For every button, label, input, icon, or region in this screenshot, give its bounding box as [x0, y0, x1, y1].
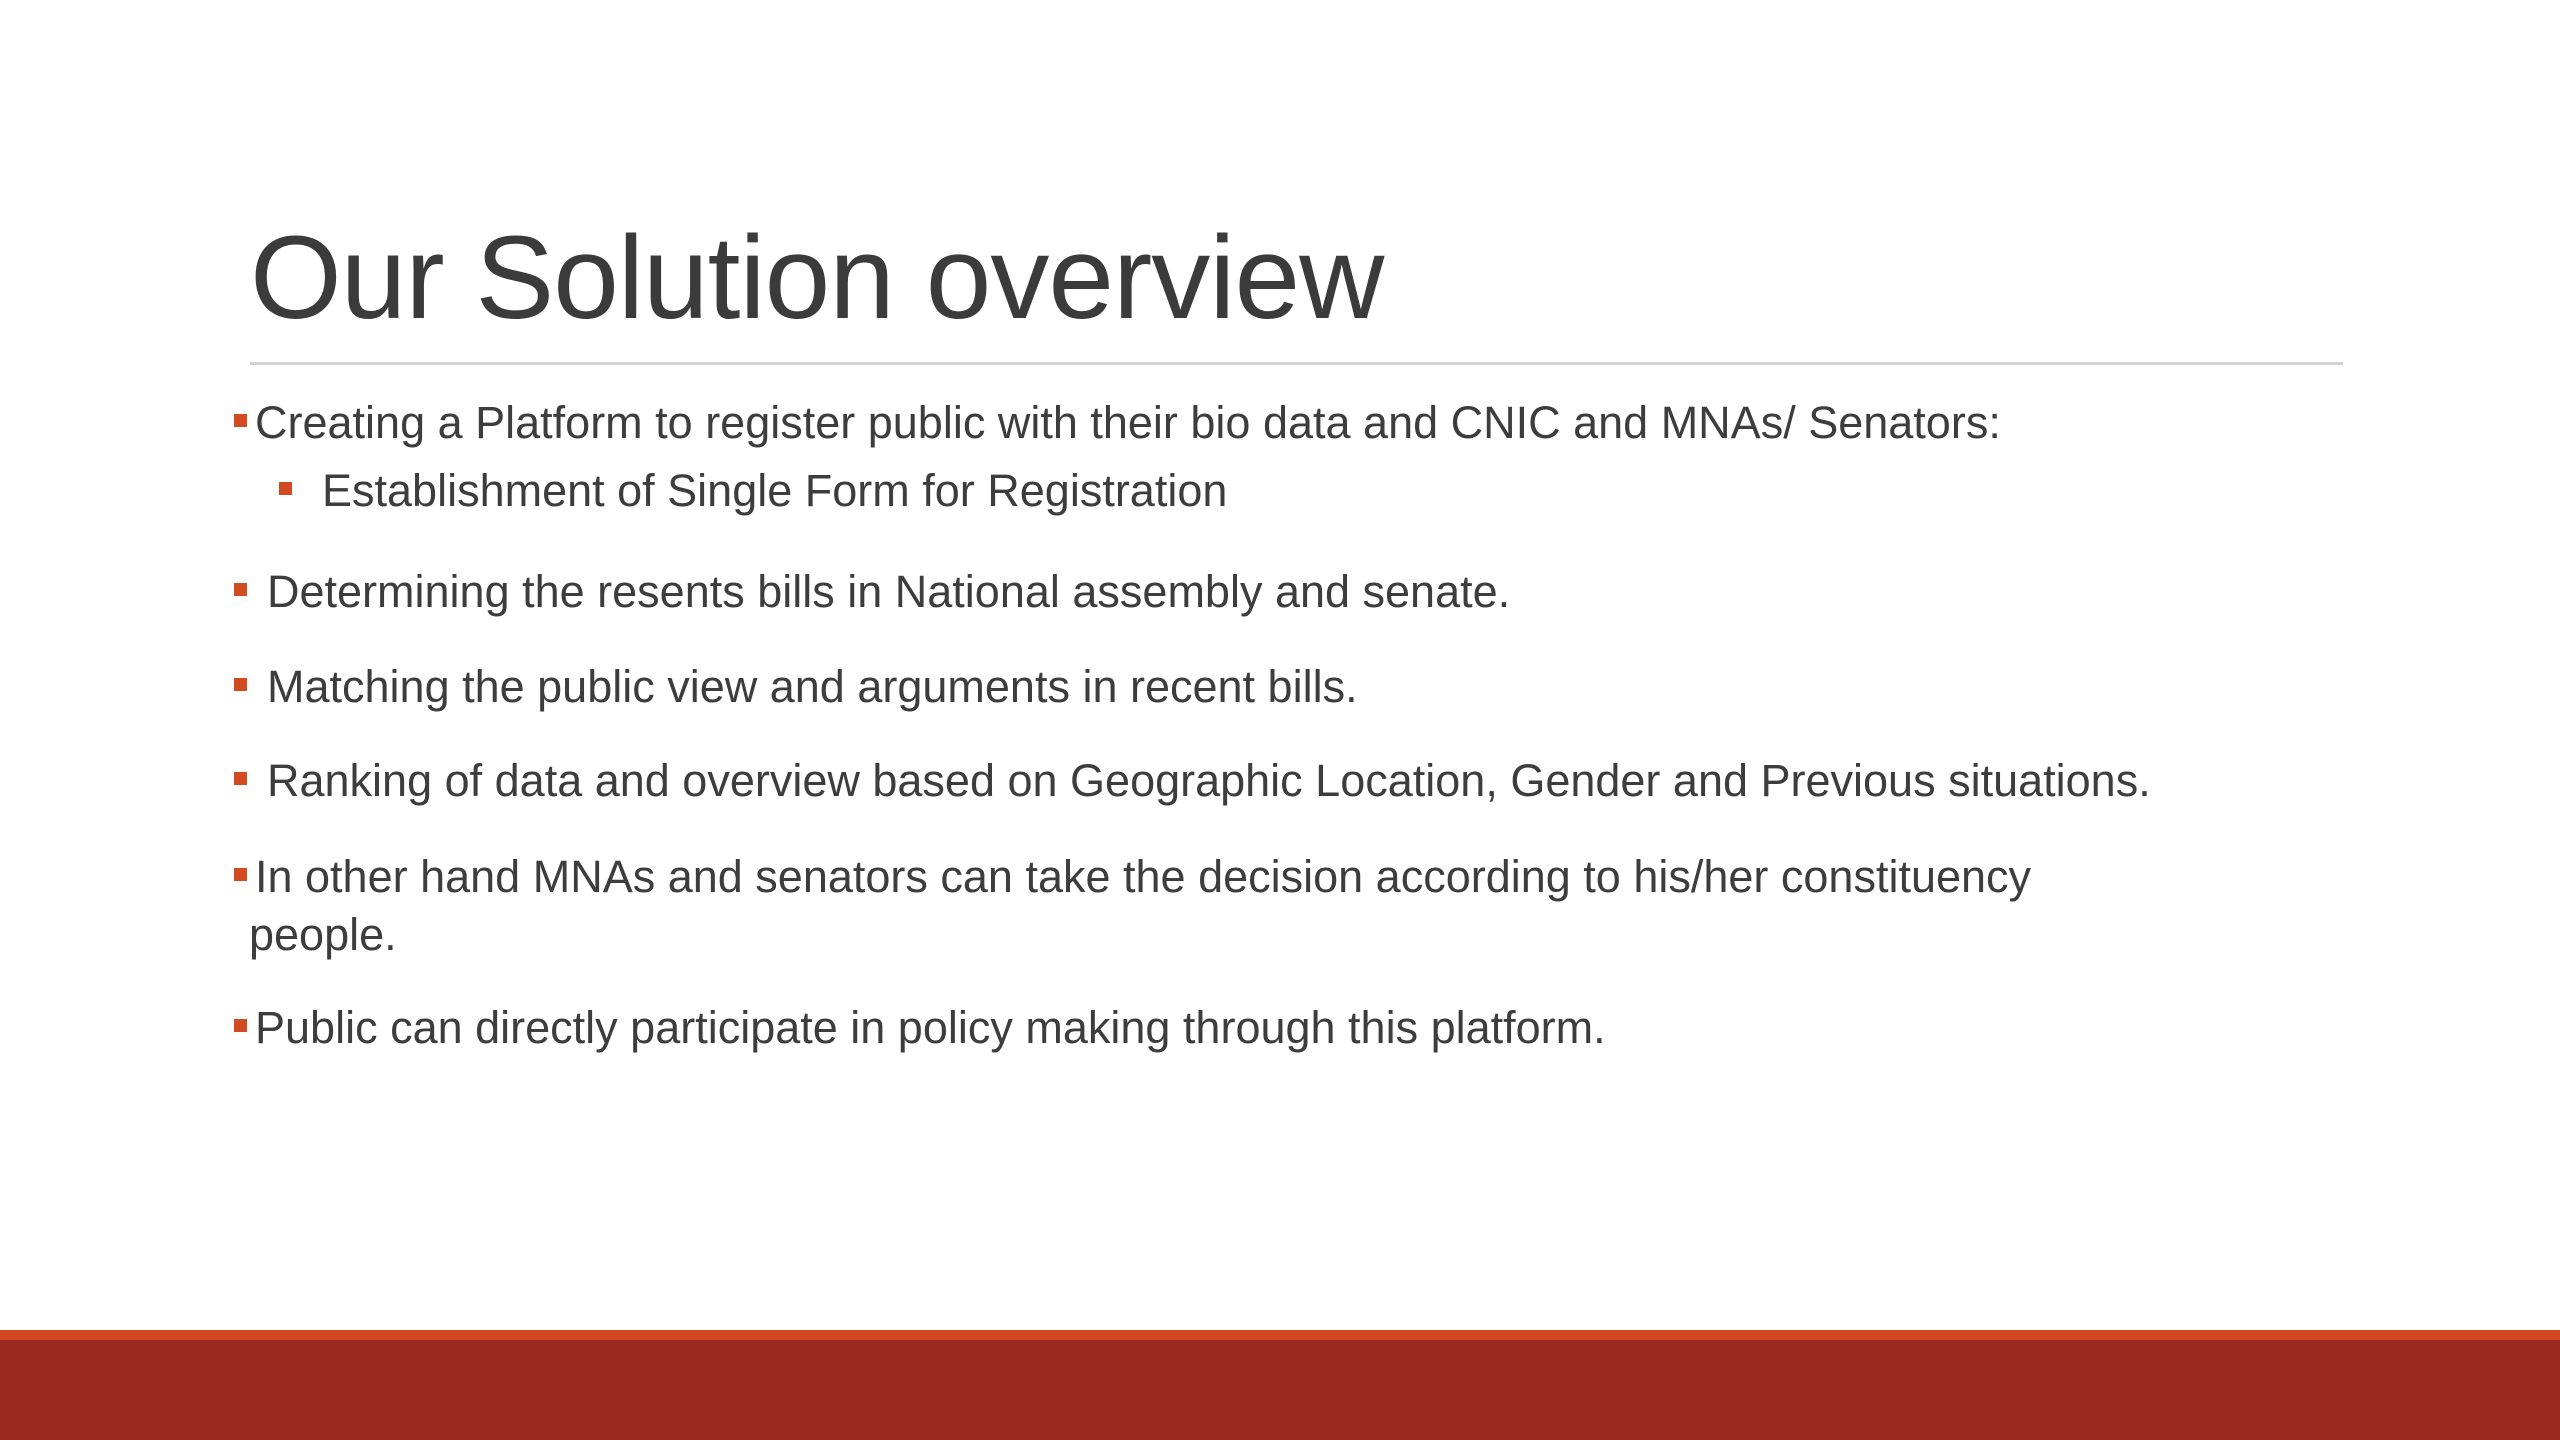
bullet-text: Public can directly participate in policy making through this platform.: [255, 1002, 1606, 1053]
bullet-text: Determining the resents bills in National assembly and senate.: [267, 566, 1511, 617]
bullet-text: Ranking of data and overview based on Geographic Location, Gender and Previous situations.: [267, 755, 2151, 806]
bullet-item: [267, 752, 2151, 810]
square-bullet-icon: [234, 772, 247, 785]
footer-accent-stripe: [0, 1330, 2560, 1340]
bullet-item: [255, 999, 1606, 1057]
bullet-text-continuation: people.: [249, 909, 397, 960]
bullet-text: Matching the public view and arguments in recent bills.: [267, 661, 1358, 712]
square-bullet-icon: [234, 678, 247, 691]
square-bullet-icon: [234, 868, 247, 881]
bullet-item: [249, 848, 2315, 964]
footer-band: [0, 1340, 2560, 1440]
square-bullet-icon: [234, 1019, 247, 1032]
square-bullet-icon: [234, 583, 247, 596]
square-bullet-icon: [279, 482, 292, 495]
sub-bullet-item: [322, 462, 1227, 520]
bullet-text: Creating a Platform to register public with their bio data and CNIC and MNAs/ Senators:: [255, 397, 2001, 448]
bullet-item: [267, 658, 1358, 716]
bullet-item: [267, 563, 1510, 621]
bullet-item: [255, 394, 2001, 452]
square-bullet-icon: [234, 414, 247, 427]
slide-title: Our Solution overview: [250, 212, 1384, 344]
sub-bullet-text: Establishment of Single Form for Registration: [322, 465, 1228, 516]
bullet-text: In other hand MNAs and senators can take the decision according to his/her constituency: [255, 851, 2032, 902]
